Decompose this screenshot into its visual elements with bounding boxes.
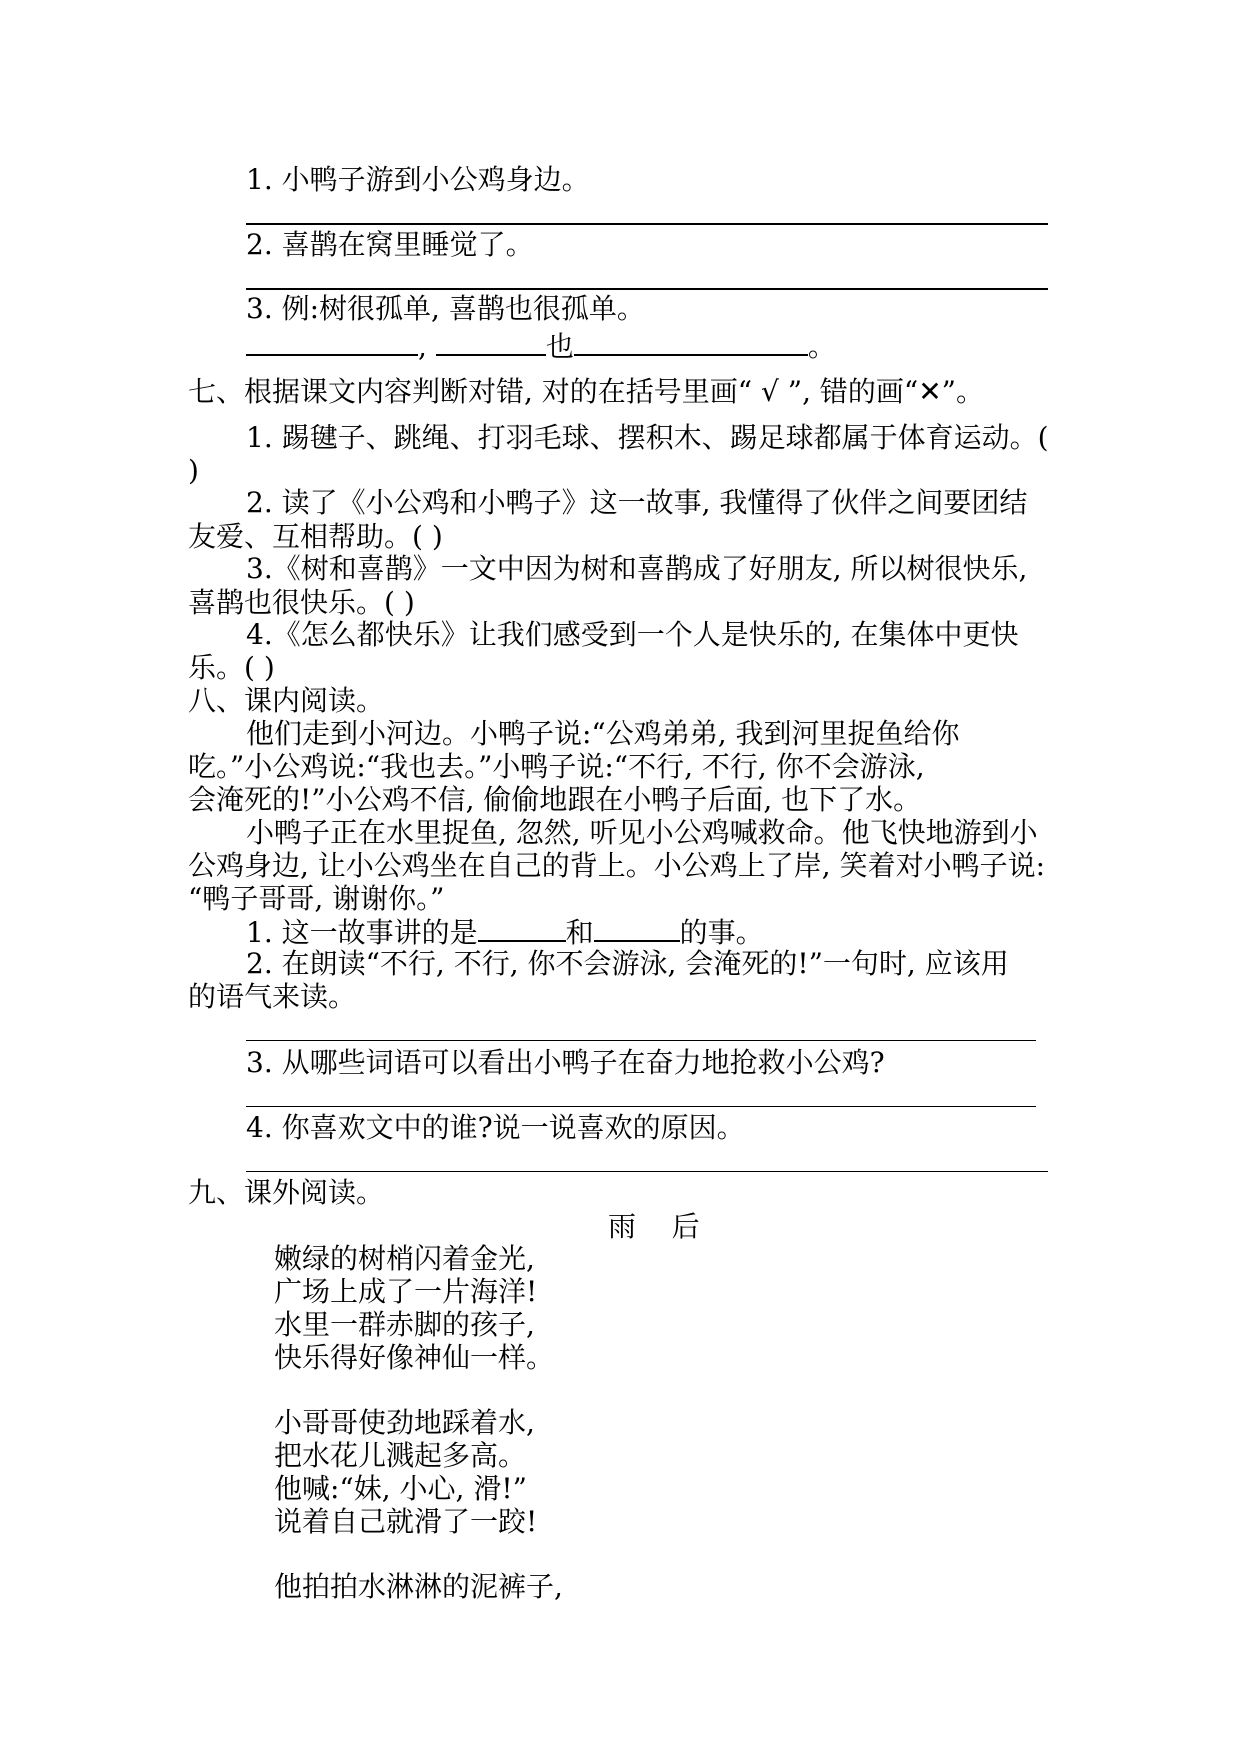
answer-line-q2[interactable] xyxy=(246,1040,1036,1041)
poem-line-4: 快乐得好像神仙一样。 xyxy=(274,1341,555,1374)
comma-text: , xyxy=(418,330,427,363)
poem-line-7: 他喊:“妹, 小心, 滑!” xyxy=(274,1472,527,1505)
passage-p1-line2: 吃。”小公鸡说:“我也去。”小鸭子说:“不行, 不行, 你不会游泳, xyxy=(188,750,925,783)
passage-p1-line1: 他们走到小河边。小鸭子说:“公鸡弟弟, 我到河里捉鱼给你 xyxy=(246,717,960,750)
judge-q1-line2: ) xyxy=(188,454,199,487)
ye-text: 也 xyxy=(545,330,574,363)
passage-p2-line2: 公鸡身边, 让小公鸡坐在自己的背上。小公鸡上了岸, 笑着对小鸭子说: xyxy=(188,849,1046,882)
rewrite-item-2: 2. 喜鹊在窝里睡觉了。 xyxy=(246,228,534,261)
reading-q4: 4. 你喜欢文中的谁?说一说喜欢的原因。 xyxy=(246,1111,745,1144)
reading-q1-blank-2[interactable] xyxy=(594,914,680,942)
poem-line-2: 广场上成了一片海洋! xyxy=(274,1275,538,1308)
blank-1[interactable] xyxy=(246,328,418,356)
reading-q3: 3. 从哪些词语可以看出小鸭子在奋力地抢救小公鸡? xyxy=(246,1046,885,1079)
poem-line-9: 他拍拍水淋淋的泥裤子, xyxy=(274,1570,563,1603)
section-8-heading: 八、课内阅读。 xyxy=(188,684,385,717)
judge-q3-line1: 3.《树和喜鹊》一文中因为树和喜鹊成了好朋友, 所以树很快乐, xyxy=(246,552,1028,585)
poem-line-5: 小哥哥使劲地踩着水, xyxy=(274,1406,535,1439)
judge-q2-line1: 2. 读了《小公鸡和小鸭子》这一故事, 我懂得了伙伴之间要团结 xyxy=(246,486,1028,519)
poem-line-1: 嫩绿的树梢闪着金光, xyxy=(274,1242,535,1275)
answer-line-q3[interactable] xyxy=(246,1106,1036,1107)
answer-line-q4[interactable] xyxy=(246,1171,1048,1172)
reading-q1-text-c: 的事。 xyxy=(679,916,764,949)
rewrite-item-3: 3. 例:树很孤单, 喜鹊也很孤单。 xyxy=(246,292,645,325)
blank-2[interactable] xyxy=(436,328,546,356)
end-text: 。 xyxy=(807,330,836,363)
imitation-sentence xyxy=(246,328,836,364)
judge-q4-line1: 4.《怎么都快乐》让我们感受到一个人是快乐的, 在集体中更快 xyxy=(246,618,1019,651)
poem-line-6: 把水花儿溅起多高。 xyxy=(274,1439,527,1472)
passage-p1-line3: 会淹死的!”小公鸡不信, 偷偷地跟在小鸭子后面, 也下了水。 xyxy=(188,783,922,816)
poem-line-3: 水里一群赤脚的孩子, xyxy=(274,1308,535,1341)
reading-q1-text-b: 和 xyxy=(565,916,594,949)
judge-q4-line2: 乐。( ) xyxy=(188,651,275,684)
blank-3[interactable] xyxy=(574,328,808,356)
passage-p2-line1: 小鸭子正在水里捉鱼, 忽然, 听见小公鸡喊救命。他飞快地游到小 xyxy=(246,816,1038,849)
judge-q2-line2: 友爱、互相帮助。( ) xyxy=(188,520,443,553)
answer-line-2[interactable] xyxy=(246,288,1048,290)
reading-q1-blank-1[interactable] xyxy=(478,914,566,942)
section-9-heading: 九、课外阅读。 xyxy=(188,1176,385,1209)
reading-q2-line2: 的语气来读。 xyxy=(188,980,357,1013)
rewrite-item-1: 1. 小鸭子游到小公鸡身边。 xyxy=(246,163,590,196)
reading-q1 xyxy=(246,914,764,950)
passage-p2-line3: “鸭子哥哥, 谢谢你。” xyxy=(188,882,445,915)
reading-q1-text-a: 1. 这一故事讲的是 xyxy=(246,916,478,949)
poem-title: 雨 后 xyxy=(608,1210,700,1243)
judge-q3-line2: 喜鹊也很快乐。( ) xyxy=(188,586,415,619)
poem-line-8: 说着自己就滑了一跤! xyxy=(274,1505,538,1538)
judge-q1-line1: 1. 踢毽子、跳绳、打羽毛球、摆积木、踢足球都属于体育运动。( xyxy=(246,421,1049,454)
reading-q2-line1: 2. 在朗读“不行, 不行, 你不会游泳, 会淹死的!”一句时, 应该用 xyxy=(246,947,1009,980)
answer-line-1[interactable] xyxy=(246,223,1048,225)
section-7-heading: 七、根据课文内容判断对错, 对的在括号里画“ √ ”, 错的画“✕”。 xyxy=(188,375,984,408)
